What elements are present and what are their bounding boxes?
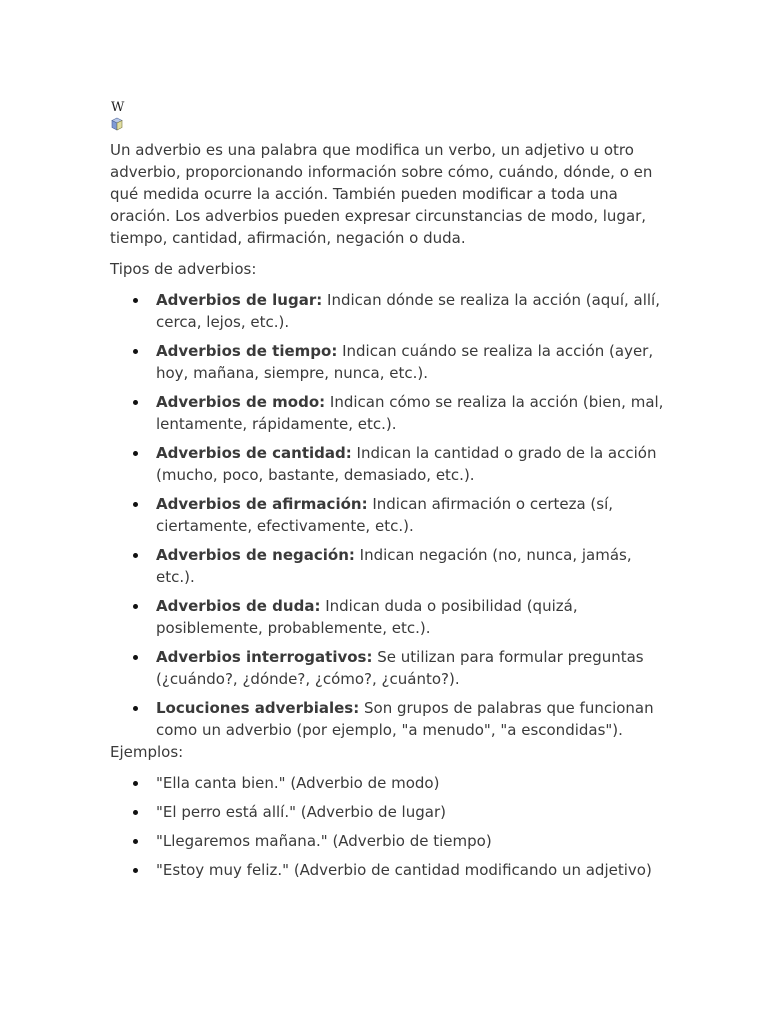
list-item: [156, 493, 670, 537]
description: Indican dónde se realiza la acción (aquí, allí, cerca, lejos, etc.).: [156, 291, 660, 331]
term: Adverbios de modo:: [156, 393, 326, 411]
list-item: "Ella canta bien." (Adverbio de modo): [156, 772, 670, 794]
document-page: [110, 100, 670, 888]
list-item: [156, 595, 670, 639]
description: Se utilizan para formular preguntas (¿cuándo?, ¿dónde?, ¿cómo?, ¿cuánto?).: [156, 648, 644, 688]
term: Adverbios de lugar:: [156, 291, 323, 309]
term: Adverbios de duda:: [156, 597, 321, 615]
list-item: [156, 391, 670, 435]
list-item: [156, 697, 670, 741]
description: Indican afirmación o certeza (sí, ciertamente, efectivamente, etc.).: [156, 495, 614, 535]
term: Adverbios de afirmación:: [156, 495, 368, 513]
description: Indican la cantidad o grado de la acción (mucho, poco, bastante, demasiado, etc.).: [156, 444, 657, 484]
term: Adverbios interrogativos:: [156, 648, 373, 666]
types-heading: Tipos de adverbios:: [110, 260, 257, 278]
list-item: [156, 340, 670, 384]
term: Locuciones adverbiales:: [156, 699, 360, 717]
list-item: "Estoy muy feliz." (Adverbio de cantidad modificando un adjetivo): [156, 859, 670, 881]
term: Adverbios de cantidad:: [156, 444, 352, 462]
wikipedia-logo: W: [111, 100, 125, 115]
description: Indican cómo se realiza la acción (bien, mal, lentamente, rápidamente, etc.).: [156, 393, 664, 433]
term: Adverbios de negación:: [156, 546, 355, 564]
description: Indican negación (no, nunca, jamás, etc.).: [156, 546, 632, 586]
description: Indican cuándo se realiza la acción (ayer, hoy, mañana, siempre, nunca, etc.).: [156, 342, 654, 382]
examples-list: [110, 772, 670, 881]
cube-icon: [111, 117, 123, 131]
term: Adverbios de tiempo:: [156, 342, 338, 360]
list-item: "Llegaremos mañana." (Adverbio de tiempo): [156, 830, 670, 852]
list-item: [156, 442, 670, 486]
list-item: [156, 289, 670, 333]
list-item: "El perro está allí." (Adverbio de lugar): [156, 801, 670, 823]
examples-heading: Ejemplos:: [110, 743, 184, 761]
intro-paragraph: Un adverbio es una palabra que modifica un verbo, un adjetivo u otro adverbio, proporcionando información sobre cómo, cuándo, dónde, o en qué medida ocurre la acción. También pueden modificar a toda una oración. Los adverbios pueden expresar circunstancias de modo, lugar, tiempo, cantidad, afirmación, negación o duda.: [110, 141, 653, 247]
description: Indican duda o posibilidad (quizá, posiblemente, probablemente, etc.).: [156, 597, 578, 637]
list-item: [156, 646, 670, 690]
description: Son grupos de palabras que funcionan como un adverbio (por ejemplo, "a menudo", "a escondidas").: [156, 699, 654, 739]
adverb-types-list: [110, 289, 670, 741]
list-item: [156, 544, 670, 588]
